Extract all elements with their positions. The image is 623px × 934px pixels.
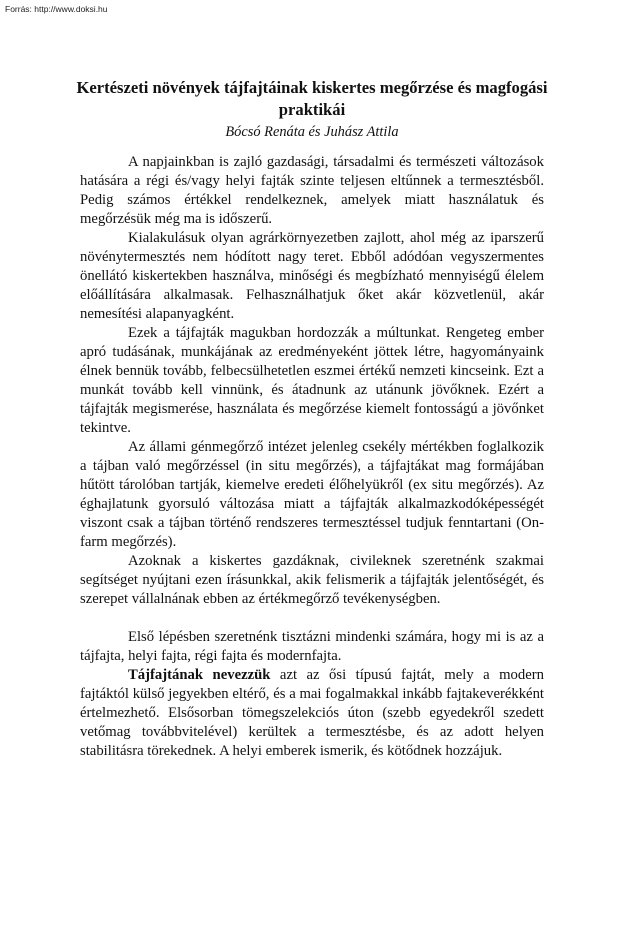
paragraph-6: Első lépésben szeretnénk tisztázni mindenki számára, hogy mi is az a tájfajta, helyi fajta, régi fajta és modernfajta. xyxy=(80,629,544,664)
paragraph-4: Az állami génmegőrző intézet jelenleg csekély mértékben foglalkozik a tájban való megőrzéssel (in situ megőrzés), a tájfajtákat mag formájában hűtött tárolóban tartják, kiemelve eredeti élőhelyükről (ex situ megőrzés). Az éghajlatunk gyorsuló változása miatt a tájfajták alkalmazkodóképességét viszont csak a tájban történő rendszeres termesztéssel tudjuk fenntartani (On-farm megőrzés). xyxy=(80,439,544,550)
document-authors: Bócsó Renáta és Juhász Attila xyxy=(225,124,399,140)
document-title: Kertészeti növények tájfajtáinak kiskertes megőrzése és magfogási praktikái xyxy=(76,78,548,119)
paragraph-2: Kialakulásuk olyan agrárkörnyezetben zajlott, ahol még az iparszerű növénytermesztés nem hódított nagy teret. Ebből adódóan vegyszermentes önellátó kiskertekben használva, minőségi és megbízható mennyiségű élelem előállítására alkalmasak. Felhasználhatjuk őket akár közvetlenül, akár nemesítési alapanyagként. xyxy=(80,230,544,322)
paragraph-5: Azoknak a kiskertes gazdáknak, civileknek szeretnénk szakmai segítséget nyújtani ezen írásunkkal, akik felismerik a tájfajták jelentőségét, és szerepet vállalnának ebben az értékmegőrző tevékenységben. xyxy=(80,553,544,607)
paragraph-7 xyxy=(80,666,544,761)
document-body xyxy=(80,153,544,761)
definition-term: Tájfajtának nevezzük xyxy=(128,667,271,683)
paragraph-3: Ezek a tájfajták magukban hordozzák a múltunkat. Rengeteg ember apró tudásának, munkájának az eredményeként jöttek létre, hagyományaink élnek bennük tovább, felbecsülhetetlen eszmei értékű nemzeti kincseink. Ezt a munkát tovább kell vinnünk, és átadnunk az utánunk jövőknek. Ezért a tájfajták megismerése, használata és megőrzése kiemelt fontosságú a jövőnket tekintve. xyxy=(80,325,544,436)
paragraph-1: A napjainkban is zajló gazdasági, társadalmi és természeti változások hatására a régi és/vagy helyi fajták szinte teljesen eltűnnek a termesztésből. Pedig számos értékkel rendelkeznek, amelyek miatt használatuk és megőrzésük még ma is időszerű. xyxy=(80,154,544,227)
source-url-header: Forrás: http://www.doksi.hu xyxy=(5,4,108,14)
definition-text: azt az ősi típusú fajtát, mely a modern fajtáktól külső jegyekben eltérő, és a mai fogalmakkal inkább fajtakeverékként értelmezhető. Elsősorban tömegszelekciós úton (szebb egyedekről szedett vetőmag továbbvitelével) kerültek a termesztésbe, és az adott helyen stabilitásra törekednek. A helyi emberek ismerik, és kötődnek hozzájuk. xyxy=(80,667,544,759)
